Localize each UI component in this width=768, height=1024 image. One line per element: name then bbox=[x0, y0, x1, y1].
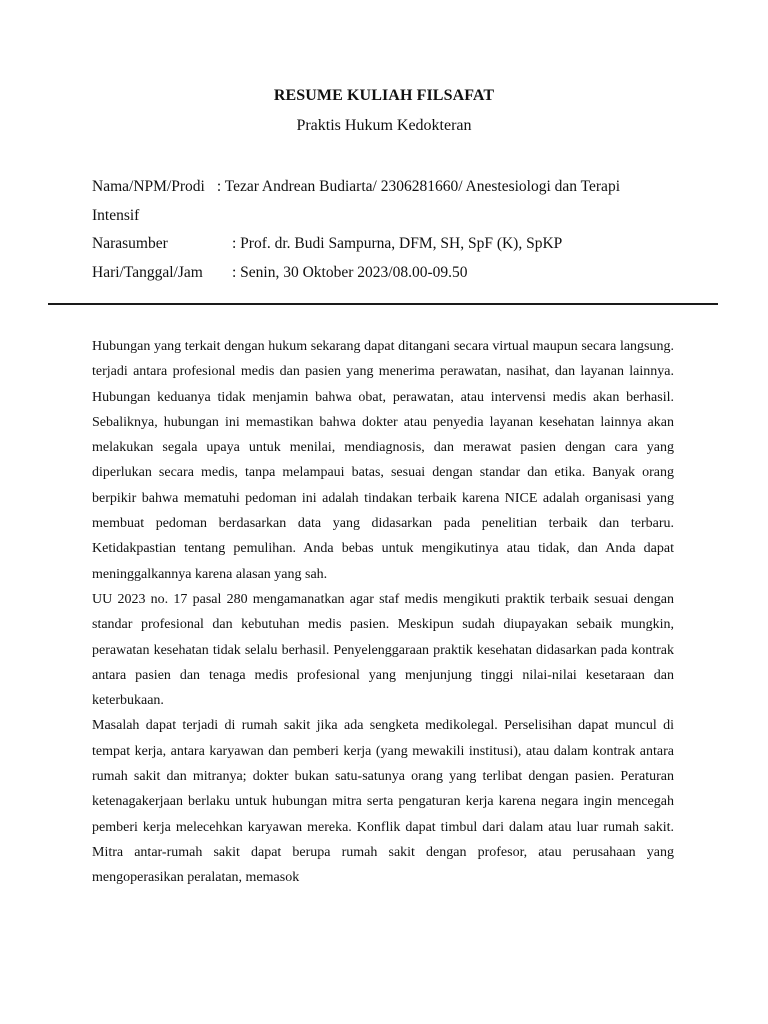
body-paragraph: Hubungan yang terkait dengan hukum sekarang dapat ditangani secara virtual maupun secara langsung. terjadi antara profesional medis dan pasien yang menerima perawatan, nasihat, dan layanan lainnya. Hubungan keduanya tidak menjamin bahwa obat, perawatan, atau intervensi medis akan berhasil. Sebaliknya, hubungan ini memastikan bahwa dokter atau penyedia layanan kesehatan lainnya akan melakukan segala upaya untuk menilai, mendiagnosis, dan merawat pasien dengan cara yang diperlukan secara medis, tanpa melampaui batas, sesuai dengan standar dan etika. Banyak orang berpikir bahwa mematuhi pedoman ini adalah tindakan terbaik karena NICE adalah organisasi yang membuat pedoman berdasarkan data yang didasarkan pada penelitian terbaik dan terbaru. Ketidakpastian tentang pemulihan. Anda bebas untuk mengikutinya atau tidak, dan Anda dapat meninggalkannya karena alasan yang sah. bbox=[92, 339, 674, 582]
speaker-value: : Prof. dr. Budi Sampurna, DFM, SH, SpF (K), SpKP bbox=[232, 235, 563, 252]
name-npm-prodi-row bbox=[92, 173, 652, 230]
body-paragraph: Masalah dapat terjadi di rumah sakit jika ada sengketa medikolegal. Perselisihan dapat muncul di tempat kerja, antara karyawan dan pemberi kerja (yang mewakili institusi), atau dalam kontrak antara rumah sakit dan mitranya; dokter bukan satu-satunya orang yang terlibat dengan pasien. Peraturan ketenagakerjaan berlaku untuk hubungan mitra serta pengaturan kerja karena negara ingin mencegah pemberi kerja melecehkan karyawan mereka. Konflik dapat timbul dari dalam atau luar rumah sakit. Mitra antar-rumah sakit dapat berupa rumah sakit dengan profesor, atau perusahaan yang mengoperasikan peralatan, memasok bbox=[92, 718, 674, 886]
name-npm-prodi-label: Nama/NPM/Prodi bbox=[92, 178, 205, 195]
header-divider bbox=[48, 303, 718, 305]
speaker-label: Narasumber bbox=[92, 235, 168, 252]
date-label: Hari/Tanggal/Jam bbox=[92, 263, 203, 281]
date-value: : Senin, 30 Oktober 2023/08.00-09.50 bbox=[232, 263, 468, 281]
speaker-row bbox=[92, 230, 652, 259]
student-info-block bbox=[92, 173, 652, 287]
body-paragraph: UU 2023 no. 17 pasal 280 mengamanatkan agar staf medis mengikuti praktik terbaik sesuai dengan standar profesional dan kebutuhan medis pasien. Meskipun sudah diupayakan sebaik mungkin, perawatan kesehatan tidak selalu berhasil. Penyelenggaraan praktik kesehatan didasarkan pada kontrak antara pasien dan tenaga medis profesional yang menjunjung tinggi nilai-nilai kesetaraan dan keterbukaan. bbox=[92, 591, 674, 709]
document-title: RESUME KULIAH FILSAFAT bbox=[273, 87, 495, 104]
name-npm-prodi-value: : Tezar Andrean Budiarta/ 2306281660/ Anestesiologi dan Terapi Intensif bbox=[92, 178, 620, 224]
document-subtitle: Praktis Hukum Kedokteran bbox=[296, 117, 472, 134]
date-row bbox=[92, 259, 652, 288]
document-body bbox=[92, 334, 674, 891]
